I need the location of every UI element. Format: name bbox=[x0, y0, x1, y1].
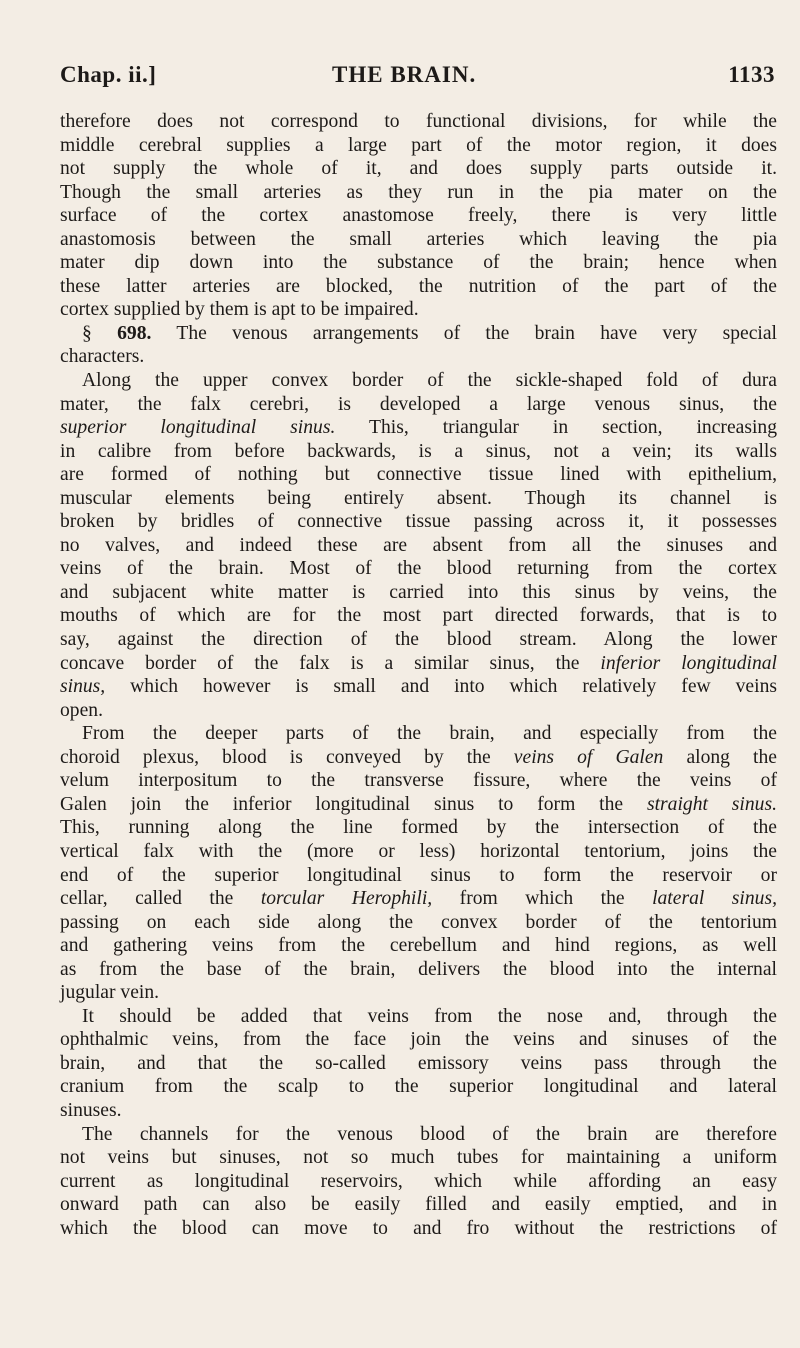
italic-term: sinus, bbox=[60, 676, 106, 698]
text-line bbox=[60, 1217, 777, 1241]
text-line bbox=[60, 1193, 777, 1217]
text-run: Along the upper convex border of the sickle-shaped fold of dura bbox=[82, 370, 777, 392]
text-run: cortex supplied by them is apt to be impaired. bbox=[60, 299, 419, 321]
text-run: The channels for the venous blood of the brain are therefore bbox=[82, 1123, 777, 1145]
text-run: veins of the brain. Most of the blood returning from the cortex bbox=[60, 558, 777, 580]
text-run: broken by bridles of connective tissue passing across it, it possesses bbox=[60, 511, 777, 533]
italic-term: superior longitudinal sinus. bbox=[60, 417, 336, 439]
text-run: ophthalmic veins, from the face join the veins and sinuses of the bbox=[60, 1029, 777, 1051]
text-line bbox=[60, 981, 777, 1005]
text-run: in calibre from before backwards, is a sinus, not a vein; its walls bbox=[60, 440, 777, 462]
body-text bbox=[60, 110, 777, 1240]
text-run: as from the base of the brain, delivers the blood into the internal bbox=[60, 958, 777, 980]
text-run: This, running along the line formed by the intersection of the bbox=[60, 817, 777, 839]
text-run: along the bbox=[663, 746, 777, 768]
text-line bbox=[60, 110, 777, 134]
text-run: sinuses. bbox=[60, 1099, 122, 1121]
text-run: vertical falx with the (more or less) horizontal tentorium, joins the bbox=[60, 840, 777, 862]
text-line bbox=[60, 746, 777, 770]
text-line bbox=[60, 393, 777, 417]
text-line bbox=[60, 887, 777, 911]
text-line bbox=[60, 134, 777, 158]
text-run: which however is small and into which relatively few veins bbox=[105, 676, 777, 698]
text-line bbox=[60, 1146, 777, 1170]
text-run: not veins but sinuses, not so much tubes for maintaining a uniform bbox=[60, 1147, 777, 1169]
text-run: open. bbox=[60, 699, 103, 721]
text-line bbox=[60, 1075, 777, 1099]
text-line bbox=[60, 864, 777, 888]
text-line bbox=[60, 275, 777, 299]
text-line bbox=[60, 652, 777, 676]
text-line bbox=[60, 157, 777, 181]
italic-term: veins of Galen bbox=[513, 746, 664, 768]
text-line bbox=[60, 816, 777, 840]
text-line bbox=[60, 298, 777, 322]
text-line bbox=[60, 487, 777, 511]
text-run: no valves, and indeed these are absent from all the sinuses and bbox=[60, 534, 777, 556]
text-run: these latter arteries are blocked, the nutrition of the part of the bbox=[60, 275, 777, 297]
text-run: mater, the falx cerebri, is developed a large venous sinus, the bbox=[60, 393, 777, 415]
text-run: which the blood can move to and fro without the restrictions of bbox=[60, 1217, 777, 1239]
text-line bbox=[60, 440, 777, 464]
text-line bbox=[60, 557, 777, 581]
text-run: not supply the whole of it, and does supply parts outside it. bbox=[60, 158, 777, 180]
text-line bbox=[60, 1005, 777, 1029]
text-line bbox=[60, 1170, 777, 1194]
text-run: It should be added that veins from the nose and, through the bbox=[82, 1005, 777, 1027]
text-line bbox=[60, 1123, 777, 1147]
text-line bbox=[60, 345, 777, 369]
text-line bbox=[60, 934, 777, 958]
text-line bbox=[60, 181, 777, 205]
text-line bbox=[60, 1028, 777, 1052]
text-line bbox=[60, 1099, 777, 1123]
section-number: 698. bbox=[117, 322, 152, 344]
text-run: mater dip down into the substance of the brain; hence when bbox=[60, 252, 777, 274]
text-line bbox=[60, 369, 777, 393]
page-number: 1133 bbox=[728, 62, 775, 87]
page-title: THE BRAIN. bbox=[332, 62, 477, 87]
text-line bbox=[60, 793, 777, 817]
text-line bbox=[60, 204, 777, 228]
text-line bbox=[60, 958, 777, 982]
text-line bbox=[60, 604, 777, 628]
text-run: surface of the cortex anastomose freely, there is very little bbox=[60, 205, 777, 227]
text-run: end of the superior longitudinal sinus to form the reservoir or bbox=[60, 864, 777, 886]
text-line bbox=[60, 463, 777, 487]
text-run: characters. bbox=[60, 346, 145, 368]
text-run: choroid plexus, blood is conveyed by the bbox=[60, 746, 514, 768]
text-line bbox=[60, 840, 777, 864]
text-run: onward path can also be easily filled and easily emptied, and in bbox=[60, 1194, 777, 1216]
italic-term: torcular Herophili, bbox=[260, 888, 433, 910]
text-run: The venous arrangements of the brain have very special bbox=[151, 322, 777, 344]
text-run: current as longitudinal reservoirs, which while affording an easy bbox=[60, 1170, 777, 1192]
text-line bbox=[60, 510, 777, 534]
text-line bbox=[60, 769, 777, 793]
text-line bbox=[60, 581, 777, 605]
text-run: cellar, called the bbox=[60, 888, 261, 910]
text-run: passing on each side along the convex border of the tentorium bbox=[60, 911, 777, 933]
text-run: brain, and that the so-called emissory veins pass through the bbox=[60, 1052, 777, 1074]
text-line bbox=[60, 534, 777, 558]
text-run: This, triangular in section, increasing bbox=[335, 417, 778, 439]
text-run: cranium from the scalp to the superior longitudinal and lateral bbox=[60, 1076, 777, 1098]
text-run: are formed of nothing but connective tissue lined with epithelium, bbox=[60, 464, 777, 486]
text-line bbox=[60, 911, 777, 935]
text-run: jugular vein. bbox=[60, 982, 160, 1004]
text-line bbox=[60, 628, 777, 652]
text-run: From the deeper parts of the brain, and especially from the bbox=[82, 723, 777, 745]
italic-term: lateral sinus, bbox=[652, 888, 777, 910]
text-run: concave border of the falx is a similar sinus, the bbox=[60, 652, 601, 674]
text-line bbox=[60, 722, 777, 746]
italic-term: inferior longitudinal bbox=[600, 652, 777, 674]
text-run: middle cerebral supplies a large part of the motor region, it does bbox=[60, 134, 777, 156]
running-head bbox=[60, 62, 775, 94]
text-run: therefore does not correspond to functional divisions, for while the bbox=[60, 111, 777, 132]
chapter-label: Chap. ii.] bbox=[60, 62, 157, 87]
text-run: anastomosis between the small arteries which leaving the pia bbox=[60, 228, 777, 250]
text-run: Though the small arteries as they run in the pia mater on the bbox=[60, 181, 777, 203]
text-run: say, against the direction of the blood stream. Along the lower bbox=[60, 629, 777, 651]
text-run: § bbox=[82, 322, 118, 344]
italic-term: straight sinus. bbox=[646, 793, 777, 815]
text-run: Galen join the inferior longitudinal sinus to form the bbox=[60, 793, 647, 815]
text-run: velum interpositum to the transverse fissure, where the veins of bbox=[60, 770, 777, 792]
text-line bbox=[60, 322, 777, 346]
text-run: and gathering veins from the cerebellum and hind regions, as well bbox=[60, 935, 777, 957]
text-line bbox=[60, 675, 777, 699]
text-run: from which the bbox=[432, 888, 653, 910]
text-line bbox=[60, 1052, 777, 1076]
text-line bbox=[60, 251, 777, 275]
text-run: muscular elements being entirely absent. Though its channel is bbox=[60, 487, 777, 509]
text-line bbox=[60, 416, 777, 440]
text-line bbox=[60, 228, 777, 252]
text-run: mouths of which are for the most part directed forwards, that is to bbox=[60, 605, 777, 627]
text-run: and subjacent white matter is carried into this sinus by veins, the bbox=[60, 581, 777, 603]
text-line bbox=[60, 699, 777, 723]
